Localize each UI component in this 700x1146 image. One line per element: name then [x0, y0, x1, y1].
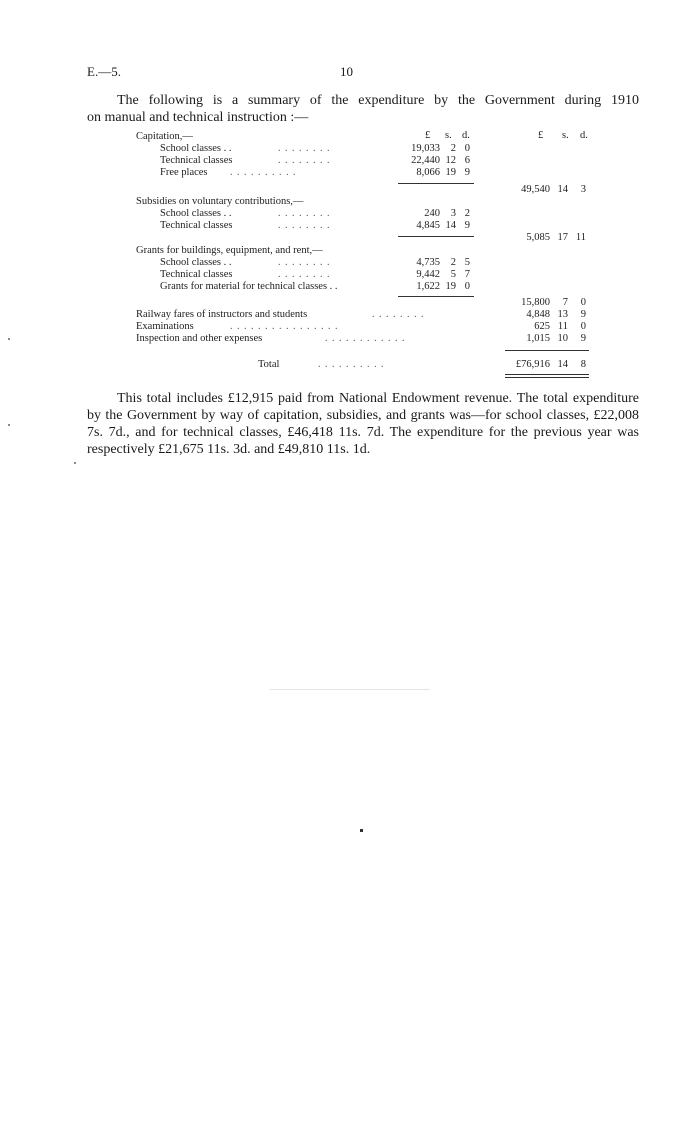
subsidies-subtotal-pounds: 5,085: [526, 232, 550, 243]
grants-subtotal-rule: [398, 296, 474, 297]
inspection-pounds: 1,015: [526, 333, 550, 344]
subsidies-technical-dots: . . . . . . . .: [278, 220, 331, 231]
intro-paragraph: [87, 92, 639, 126]
subsidies-subtotal-rule: [398, 236, 474, 237]
capitation-free-label: Free places: [160, 167, 208, 178]
intro-line-1: The following is a summary of the expenditure by the Government during 1910: [117, 93, 639, 108]
grants-subtotal-pence: 0: [580, 297, 586, 308]
capitation-school-label: School classes . .: [160, 143, 232, 154]
capitation-technical-pence: 6: [464, 155, 470, 166]
total-rule: [505, 350, 589, 351]
subsidies-subtotal-pence: 11: [575, 232, 586, 243]
grants-technical-dots: . . . . . . . .: [278, 269, 331, 280]
capitation-subtotal-rule: [398, 183, 474, 184]
examinations-pence: 0: [580, 321, 586, 332]
closing-paragraph-text: This total includes £12,915 paid from National Endowment revenue. The total expenditure by the Government by way of capitation, subsidies, and grants was—for school classes, £22,008 7s. 7d., and for technical classes, £46,418 11s. 7d. The expenditure for the previous year was respectively £21,675 11s. 3d. and £49,810 11s. 1d.: [87, 391, 639, 457]
railway-fares-pounds: 4,848: [526, 309, 550, 320]
subsidies-subtotal-shillings: 17: [557, 232, 568, 243]
scan-speck: [74, 462, 76, 464]
inspection-dots: . . . . . . . . . . . .: [325, 333, 406, 344]
faint-show-through: [270, 689, 430, 690]
capitation-technical-dots: . . . . . . . .: [278, 155, 331, 166]
capitation-school-pounds: 19,033: [411, 143, 440, 154]
capitation-subtotal-pence: 3: [580, 184, 586, 195]
grants-material-pounds: 1,622: [416, 281, 440, 292]
grants-material-shillings: 19: [445, 281, 456, 292]
grants-school-pounds: 4,735: [416, 257, 440, 268]
grants-school-pence: 5: [464, 257, 470, 268]
examinations-pounds: 625: [534, 321, 550, 332]
inner-pound-header: £: [425, 130, 431, 141]
total-label: Total: [258, 359, 280, 370]
capitation-free-dots: . . . . . . . . . .: [230, 167, 297, 178]
examinations-dots: . . . . . . . . . . . . . . . .: [230, 321, 339, 332]
subsidies-school-pence: 2: [464, 208, 470, 219]
capitation-school-pence: 0: [464, 143, 470, 154]
scan-speck: [360, 829, 363, 832]
grants-material-label: Grants for material for technical classes . .: [160, 281, 338, 292]
grants-school-shillings: 2: [450, 257, 456, 268]
scan-speck: [8, 424, 10, 426]
capitation-free-shillings: 19: [445, 167, 456, 178]
capitation-subtotal-shillings: 14: [557, 184, 568, 195]
subsidies-school-shillings: 3: [450, 208, 456, 219]
railway-fares-shillings: 13: [557, 309, 568, 320]
capitation-free-pence: 9: [464, 167, 470, 178]
grants-material-pence: 0: [464, 281, 470, 292]
outer-pence-header: d.: [580, 130, 588, 141]
total-shillings: 14: [557, 359, 568, 370]
capitation-heading: Capitation,—: [136, 131, 193, 142]
page-number: 10: [340, 64, 353, 79]
inspection-label: Inspection and other expenses: [136, 333, 263, 344]
railway-fares-pence: 9: [580, 309, 586, 320]
grants-subtotal-shillings: 7: [562, 297, 568, 308]
examinations-label: Examinations: [136, 321, 194, 332]
inner-shilling-header: s.: [445, 130, 452, 141]
closing-paragraph: [87, 390, 639, 458]
grants-school-dots: . . . . . . . .: [278, 257, 331, 268]
railway-fares-dots: . . . . . . . .: [372, 309, 425, 320]
total-pounds: £76,916: [515, 359, 550, 370]
subsidies-technical-shillings: 14: [445, 220, 456, 231]
capitation-technical-pounds: 22,440: [411, 155, 440, 166]
subsidies-school-dots: . . . . . . . .: [278, 208, 331, 219]
capitation-technical-label: Technical classes: [160, 155, 233, 166]
capitation-subtotal-pounds: 49,540: [521, 184, 550, 195]
subsidies-school-pounds: 240: [424, 208, 440, 219]
subsidies-heading: Subsidies on voluntary contributions,—: [136, 196, 304, 207]
grants-technical-pounds: 9,442: [416, 269, 440, 280]
capitation-technical-shillings: 12: [445, 155, 456, 166]
outer-shilling-header: s.: [562, 130, 569, 141]
capitation-school-shillings: 2: [450, 143, 456, 154]
total-dots: . . . . . . . . . .: [318, 359, 385, 370]
subsidies-technical-label: Technical classes: [160, 220, 233, 231]
series-code: E.—5.: [87, 64, 121, 79]
grants-technical-pence: 7: [464, 269, 470, 280]
intro-line-2: on manual and technical instruction :—: [87, 110, 309, 125]
examinations-shillings: 11: [557, 321, 568, 332]
grants-technical-shillings: 5: [450, 269, 456, 280]
capitation-free-pounds: 8,066: [416, 167, 440, 178]
railway-fares-label: Railway fares of instructors and students: [136, 309, 308, 320]
subsidies-school-label: School classes . .: [160, 208, 232, 219]
grants-technical-label: Technical classes: [160, 269, 233, 280]
scan-speck: [8, 338, 10, 340]
inspection-shillings: 10: [557, 333, 568, 344]
inspection-pence: 9: [580, 333, 586, 344]
outer-pound-header: £: [538, 130, 544, 141]
grants-heading: Grants for buildings, equipment, and rent,—: [136, 245, 323, 256]
inner-pence-header: d.: [462, 130, 470, 141]
total-pence: 8: [580, 359, 586, 370]
total-double-rule: [505, 374, 589, 378]
subsidies-technical-pounds: 4,845: [416, 220, 440, 231]
capitation-school-dots: . . . . . . . .: [278, 143, 331, 154]
subsidies-technical-pence: 9: [464, 220, 470, 231]
grants-school-label: School classes . .: [160, 257, 232, 268]
grants-subtotal-pounds: 15,800: [521, 297, 550, 308]
